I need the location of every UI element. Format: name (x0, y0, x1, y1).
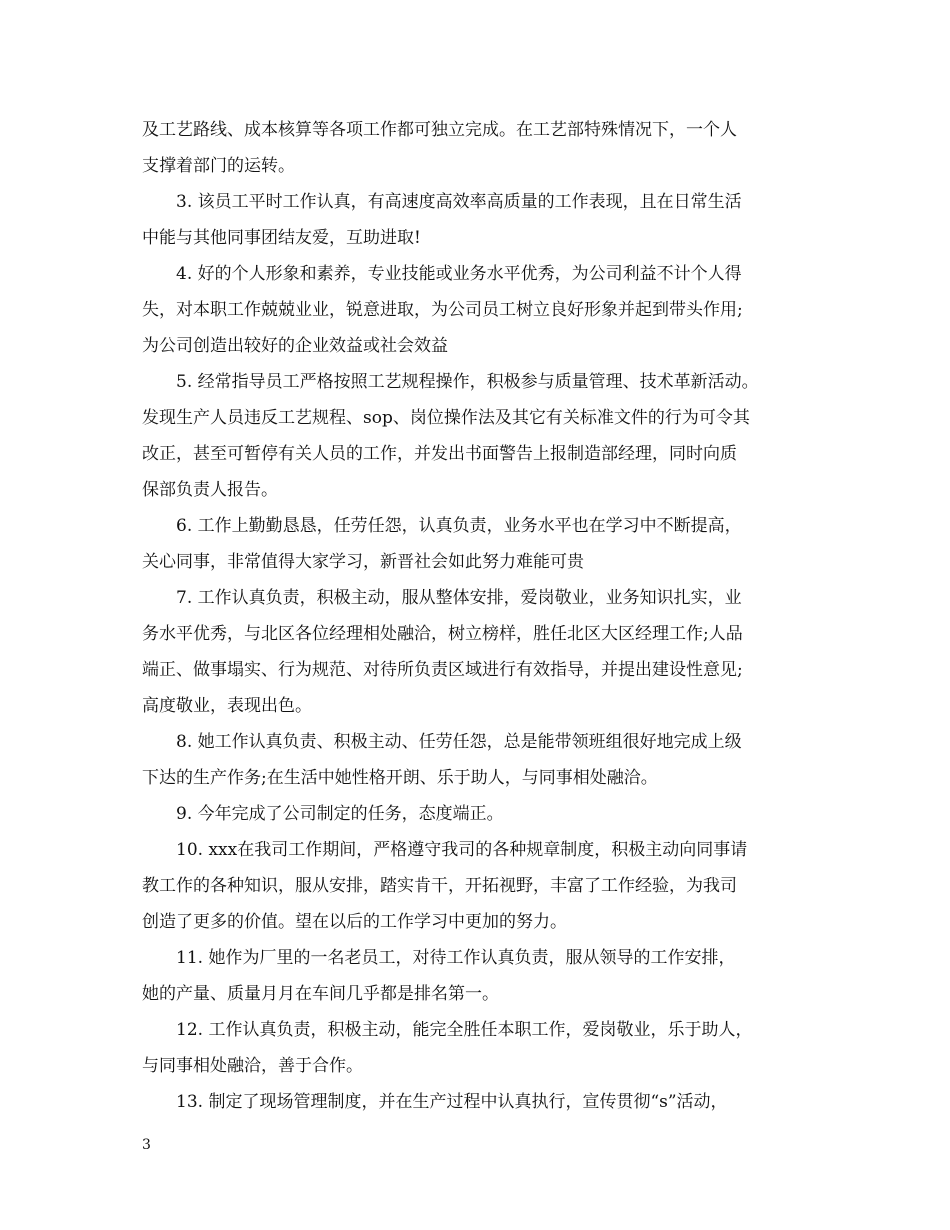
document-body (142, 112, 812, 1120)
text-line: 9. 今年完成了公司制定的任务，态度端正。 (176, 804, 504, 824)
text-line: 4. 好的个人形象和素养，专业技能或业务水平优秀，为公司利益不计个人得 (176, 264, 742, 284)
text-line: 下达的生产作务;在生活中她性格开朗、乐于助人，与同事相处融洽。 (142, 768, 658, 788)
text-line: 8. 她工作认真负责、积极主动、任劳任怨，总是能带领班组很好地完成上级 (176, 732, 742, 752)
text-line: 5. 经常指导员工严格按照工艺规程操作，积极参与质量管理、技术革新活动。 (176, 372, 759, 392)
text-line: 失，对本职工作兢兢业业，锐意进取，为公司员工树立良好形象并起到带头作用; (142, 300, 743, 320)
text-line: 与同事相处融洽，善于合作。 (142, 1056, 363, 1076)
text-line: 10. xxx在我司工作期间，严格遵守我司的各种规章制度，积极主动向同事请 (176, 840, 748, 860)
text-line: 发现生产人员违反工艺规程、sop、岗位操作法及其它有关标准文件的行为可令其 (142, 408, 750, 428)
text-line: 创造了更多的价值。望在以后的工作学习中更加的努力。 (142, 912, 567, 932)
text-line: 她的产量、质量月月在车间几乎都是排名第一。 (142, 984, 499, 1004)
text-line: 3. 该员工平时工作认真，有高速度高效率高质量的工作表现，且在日常生活 (176, 192, 742, 212)
text-line: 关心同事，非常值得大家学习，新晋社会如此努力难能可贵 (142, 552, 584, 572)
text-line: 及工艺路线、成本核算等各项工作都可独立完成。在工艺部特殊情况下，一个人 (142, 120, 737, 140)
text-line: 11. 她作为厂里的一名老员工，对待工作认真负责，服从领导的工作安排， (176, 948, 736, 968)
text-line: 支撑着部门的运转。 (142, 156, 295, 176)
text-line: 13. 制定了现场管理制度，并在生产过程中认真执行，宣传贯彻“s”活动， (176, 1092, 728, 1112)
text-line: 高度敬业，表现出色。 (142, 696, 312, 716)
text-line: 务水平优秀，与北区各位经理相处融洽，树立榜样，胜任北区大区经理工作;人品 (142, 624, 743, 644)
page-number: 3 (142, 1137, 151, 1153)
text-line: 6. 工作上勤勤恳恳，任劳任怨，认真负责，业务水平也在学习中不断提高， (176, 516, 742, 536)
text-line: 改正，甚至可暂停有关人员的工作，并发出书面警告上报制造部经理，同时向质 (142, 444, 737, 464)
text-line: 7. 工作认真负责，积极主动，服从整体安排，爱岗敬业，业务知识扎实，业 (176, 588, 742, 608)
text-line: 12. 工作认真负责，积极主动，能完全胜任本职工作，爱岗敬业，乐于助人， (176, 1020, 753, 1040)
text-line: 为公司创造出较好的企业效益或社会效益 (142, 336, 448, 356)
text-line: 中能与其他同事团结友爱，互助进取! (142, 228, 421, 248)
text-line: 教工作的各种知识，服从安排，踏实肯干，开拓视野，丰富了工作经验，为我司 (142, 876, 737, 896)
text-line: 保部负责人报告。 (142, 480, 278, 500)
text-line: 端正、做事塌实、行为规范、对待所负责区域进行有效指导，并提出建设性意见; (142, 660, 743, 680)
